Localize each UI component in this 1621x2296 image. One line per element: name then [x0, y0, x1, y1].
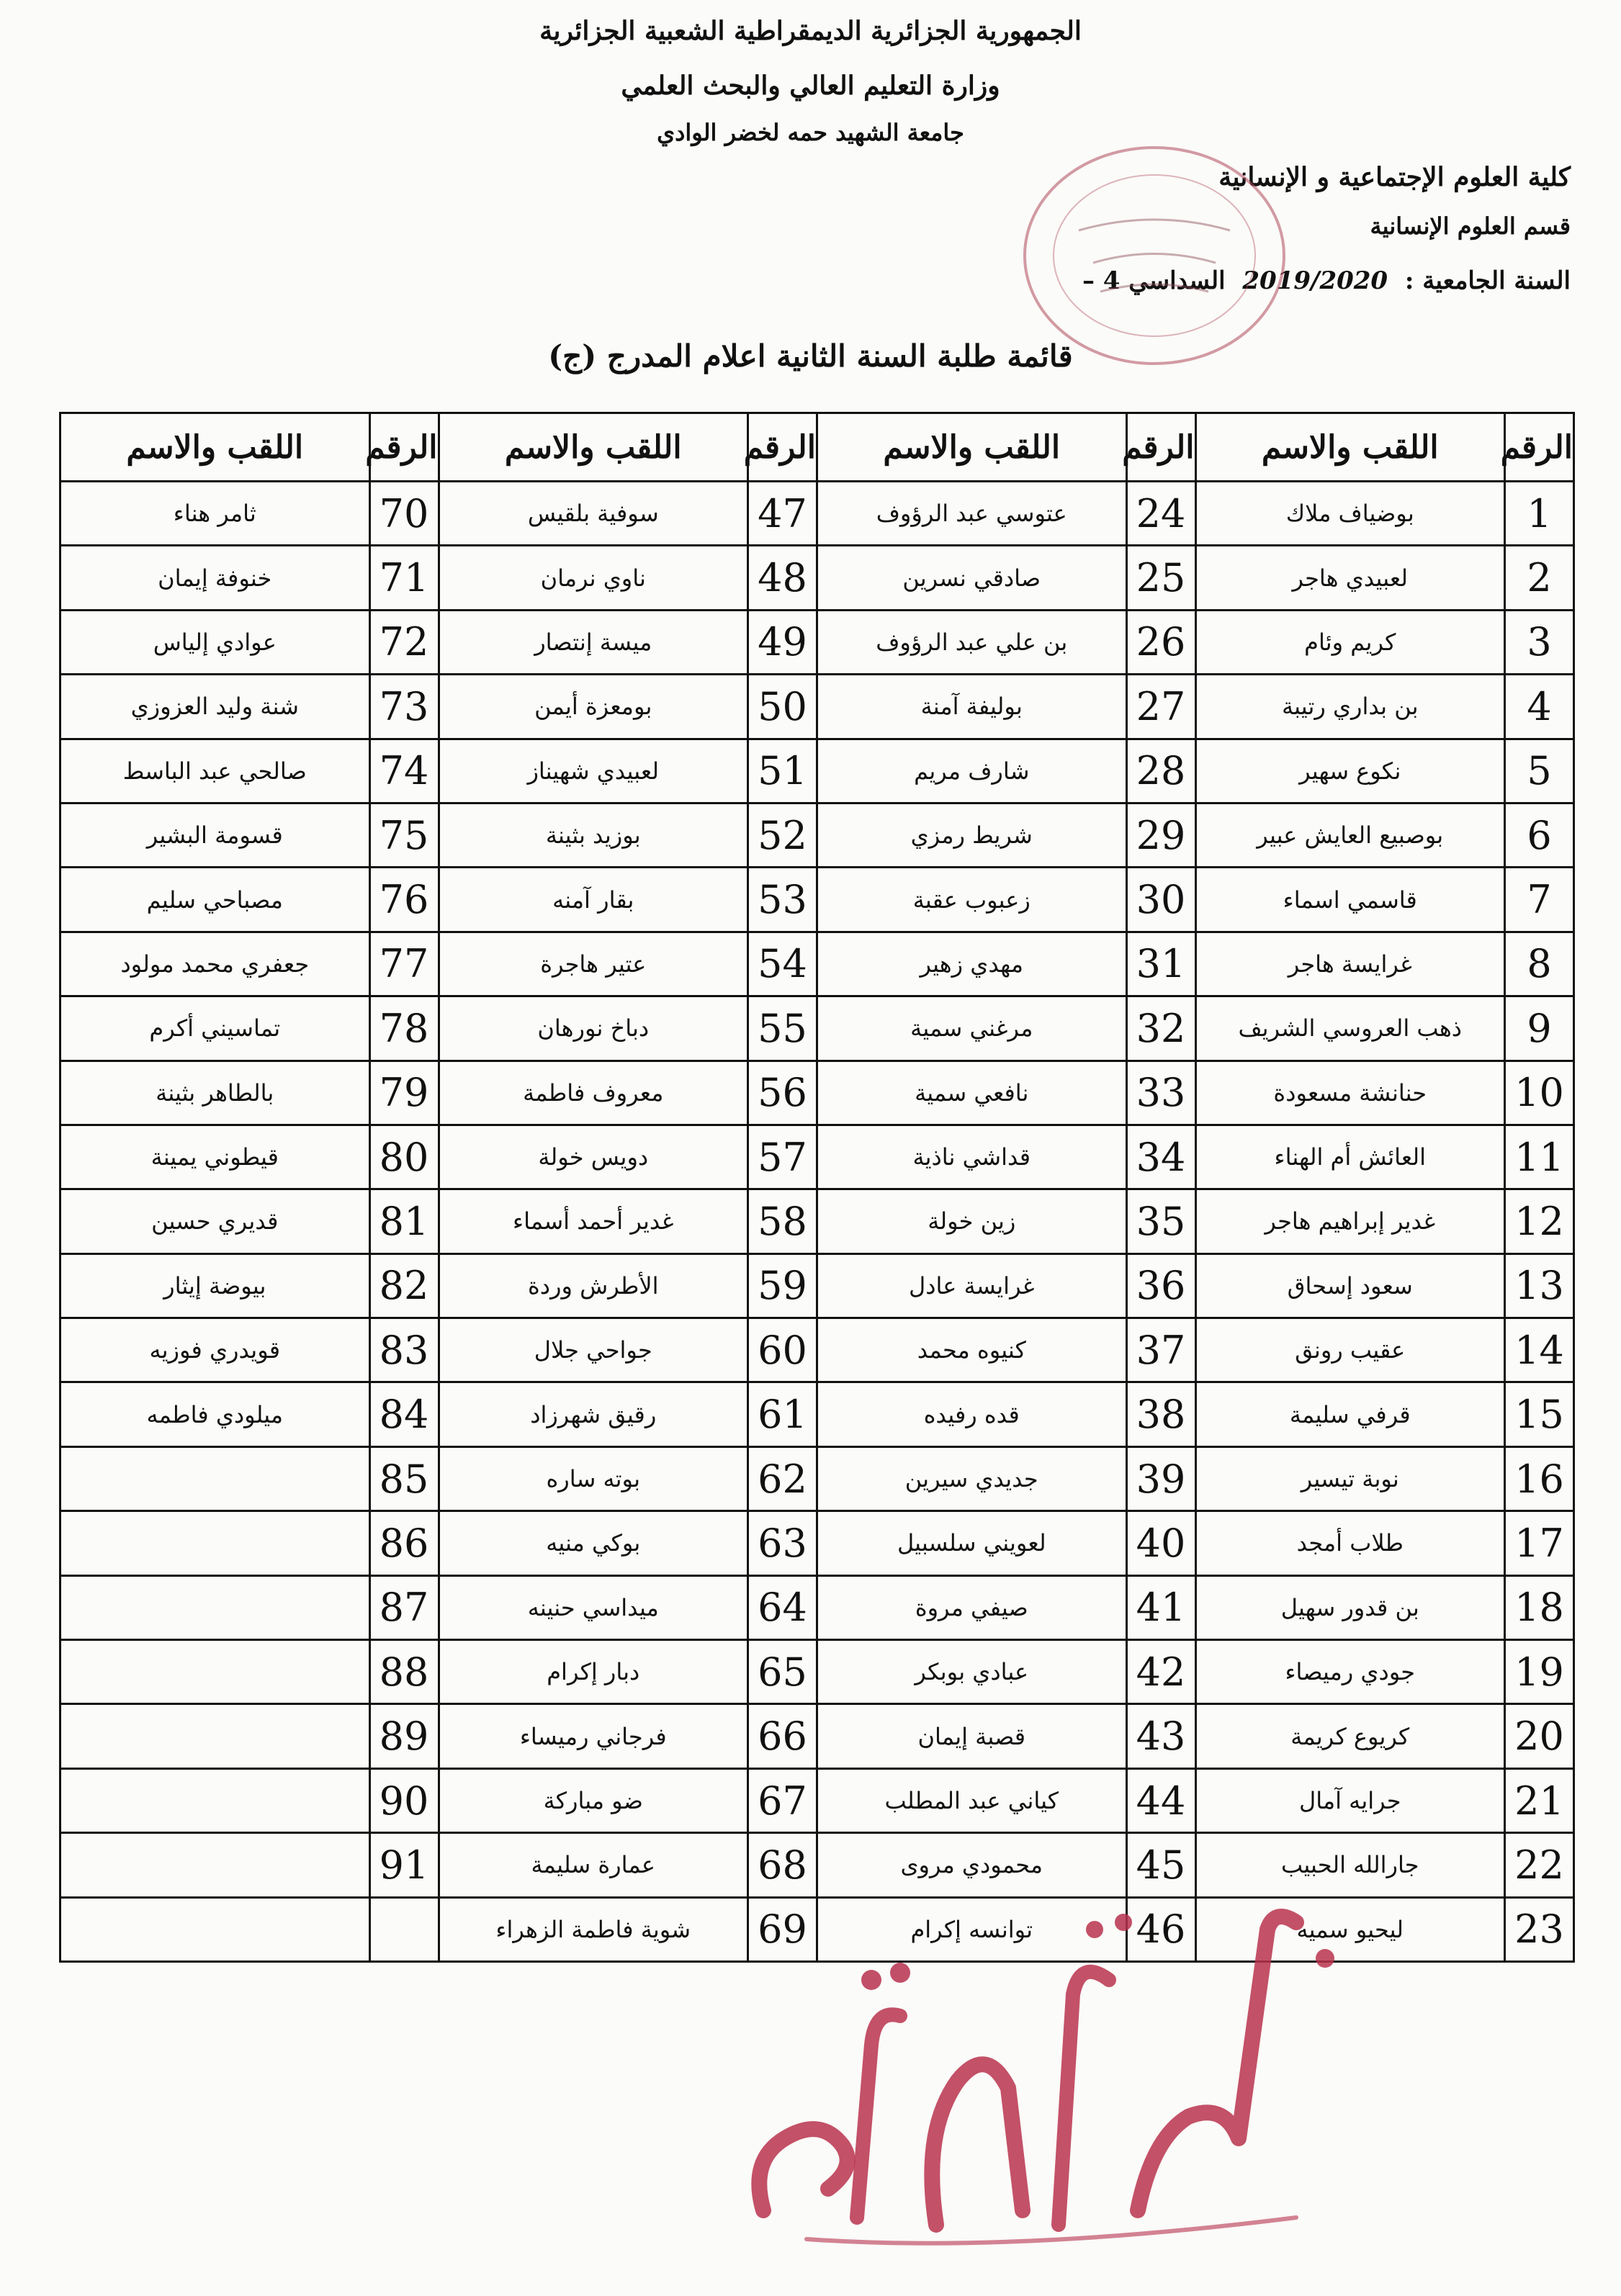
student-number: 64: [748, 1575, 817, 1639]
student-name: شنة وليد العزوزي: [60, 675, 370, 739]
student-name: عبادي بوبكر: [817, 1640, 1127, 1704]
student-name: دويس خولة: [439, 1125, 748, 1189]
student-number: 9: [1505, 996, 1574, 1061]
student-number: 10: [1505, 1061, 1574, 1125]
student-name: غرايسة هاجر: [1195, 932, 1505, 996]
student-number: 18: [1505, 1575, 1574, 1639]
table-row: [60, 1125, 1574, 1189]
student-name: بومعزة أيمن: [439, 675, 748, 739]
student-number: 37: [1126, 1318, 1195, 1382]
student-name: صالحي عبد الباسط: [60, 739, 370, 803]
student-number: 43: [1126, 1704, 1195, 1768]
student-number: 31: [1126, 932, 1195, 996]
student-name: الأطرش وردة: [439, 1253, 748, 1318]
student-name: كريوع كريمة: [1195, 1704, 1505, 1768]
student-name: [60, 1833, 370, 1897]
header-name: اللقب والاسم: [60, 413, 370, 482]
student-name: سوفية بلقيس: [439, 482, 748, 546]
student-name: معروف فاطمة: [439, 1061, 748, 1125]
list-title: قائمة طلبة السنة الثانية اعلام المدرج (ج): [548, 338, 1073, 374]
student-number: 69: [748, 1897, 817, 1961]
student-number: 49: [748, 610, 817, 674]
student-number: 76: [369, 868, 439, 932]
student-name: جواحي جلال: [439, 1318, 748, 1382]
student-number: 12: [1505, 1189, 1574, 1253]
table-row: [60, 1704, 1574, 1768]
header-number: الرقم: [748, 413, 817, 482]
student-name: شارف مريم: [817, 739, 1127, 803]
student-name: بن بداري رتيبة: [1195, 675, 1505, 739]
student-name: ليحيو سميه: [1195, 1897, 1505, 1961]
student-name: لعبيدي شهيناز: [439, 739, 748, 803]
student-number: 91: [369, 1833, 439, 1897]
student-name: حنانشة مسعودة: [1195, 1061, 1505, 1125]
student-number: 14: [1505, 1318, 1574, 1382]
student-number: 45: [1126, 1833, 1195, 1897]
student-name: سعود إسحاق: [1195, 1253, 1505, 1318]
student-number: 13: [1505, 1253, 1574, 1318]
student-name: زعبوب عقبة: [817, 868, 1127, 932]
student-name: بالطاهر بثينة: [60, 1061, 370, 1125]
student-number: 24: [1126, 482, 1195, 546]
student-name: تماسيني أكرم: [60, 996, 370, 1061]
table-row: [60, 1833, 1574, 1897]
student-number: 3: [1505, 610, 1574, 674]
student-number: 41: [1126, 1575, 1195, 1639]
student-name: جودي رميصاء: [1195, 1640, 1505, 1704]
student-number: 51: [748, 739, 817, 803]
student-number: 4: [1505, 675, 1574, 739]
student-name: كنيوه محمد: [817, 1318, 1127, 1382]
table-row: [60, 1382, 1574, 1446]
table-row: [60, 1511, 1574, 1575]
student-number: 83: [369, 1318, 439, 1382]
table-row: [60, 1768, 1574, 1832]
table-row: [60, 1640, 1574, 1704]
student-number: 54: [748, 932, 817, 996]
student-number: 29: [1126, 803, 1195, 867]
student-number: 79: [369, 1061, 439, 1125]
table-row: [60, 482, 1574, 546]
student-number: 78: [369, 996, 439, 1061]
student-name: نوبة تيسير: [1195, 1446, 1505, 1511]
student-number: 30: [1126, 868, 1195, 932]
student-number: 60: [748, 1318, 817, 1382]
student-number: 5: [1505, 739, 1574, 803]
student-number: 63: [748, 1511, 817, 1575]
student-number: 77: [369, 932, 439, 996]
student-number: 8: [1505, 932, 1574, 996]
student-number: 27: [1126, 675, 1195, 739]
student-name: فرجاني رميساء: [439, 1704, 748, 1768]
student-number: 50: [748, 675, 817, 739]
table-row: [60, 546, 1574, 610]
student-name: عوادي إلياس: [60, 610, 370, 674]
student-number: 81: [369, 1189, 439, 1253]
student-name: [60, 1511, 370, 1575]
student-number: [369, 1897, 439, 1961]
year-value: 2019/2020: [1242, 266, 1388, 295]
table-row: [60, 1446, 1574, 1511]
student-number: 66: [748, 1704, 817, 1768]
student-number: 19: [1505, 1640, 1574, 1704]
student-name: مهدي زهير: [817, 932, 1127, 996]
header-number: الرقم: [1126, 413, 1195, 482]
student-number: 67: [748, 1768, 817, 1832]
student-number: 75: [369, 803, 439, 867]
student-number: 17: [1505, 1511, 1574, 1575]
student-name: شوية فاطمة الزهراء: [439, 1897, 748, 1961]
student-name: طلاب أمجد: [1195, 1511, 1505, 1575]
student-name: جرايه آمال: [1195, 1768, 1505, 1832]
student-name: ثامر هناء: [60, 482, 370, 546]
student-name: نافعي سمية: [817, 1061, 1127, 1125]
student-name: بوضياف ملاك: [1195, 482, 1505, 546]
student-name: ضو مباركة: [439, 1768, 748, 1832]
student-name: [60, 1704, 370, 1768]
table-row: [60, 932, 1574, 996]
header-name: اللقب والاسم: [817, 413, 1127, 482]
student-name: شريط رمزي: [817, 803, 1127, 867]
student-name: جارالله الحبيب: [1195, 1833, 1505, 1897]
student-name: لعبيدي هاجر: [1195, 546, 1505, 610]
student-name: كياني عبد المطلب: [817, 1768, 1127, 1832]
faculty-name: كلية العلوم الإجتماعية و الإنسانية: [1218, 162, 1571, 192]
student-number: 87: [369, 1575, 439, 1639]
student-name: مصباحي سليم: [60, 868, 370, 932]
student-name: قداشي ناذية: [817, 1125, 1127, 1189]
student-name: لعويني سلسبيل: [817, 1511, 1127, 1575]
student-number: 62: [748, 1446, 817, 1511]
student-number: 61: [748, 1382, 817, 1446]
student-name: صيفي مروة: [817, 1575, 1127, 1639]
student-name: توانسه إكرام: [817, 1897, 1127, 1961]
ministry-heading: وزارة التعليم العالي والبحث العلمي: [621, 71, 1000, 101]
student-number: 40: [1126, 1511, 1195, 1575]
student-name: جديدي سيرين: [817, 1446, 1127, 1511]
student-number: 82: [369, 1253, 439, 1318]
student-number: 7: [1505, 868, 1574, 932]
table-row: [60, 868, 1574, 932]
student-number: 15: [1505, 1382, 1574, 1446]
student-name: عتير هاجرة: [439, 932, 748, 996]
student-number: 57: [748, 1125, 817, 1189]
student-number: 72: [369, 610, 439, 674]
student-number: 11: [1505, 1125, 1574, 1189]
student-number: 21: [1505, 1768, 1574, 1832]
student-name: بيوضة إيثار: [60, 1253, 370, 1318]
republic-heading: الجمهورية الجزائرية الديمقراطية الشعبية الجزائرية: [539, 16, 1082, 46]
student-name: بوته ساره: [439, 1446, 748, 1511]
table-row: [60, 610, 1574, 674]
student-name: ميلودي فاطمه: [60, 1382, 370, 1446]
student-number: 48: [748, 546, 817, 610]
student-name: قسومة البشير: [60, 803, 370, 867]
student-number: 1: [1505, 482, 1574, 546]
student-number: 56: [748, 1061, 817, 1125]
student-number: 71: [369, 546, 439, 610]
student-number: 86: [369, 1511, 439, 1575]
student-number: 26: [1126, 610, 1195, 674]
student-number: 74: [369, 739, 439, 803]
student-name: رقيق شهرزاد: [439, 1382, 748, 1446]
student-name: بوزيد بثينة: [439, 803, 748, 867]
student-number: 46: [1126, 1897, 1195, 1961]
student-name: عمارة سليمة: [439, 1833, 748, 1897]
student-name: صادقي نسرين: [817, 546, 1127, 610]
university-heading: جامعة الشهيد حمه لخضر الوادي: [657, 119, 964, 146]
student-name: نكوع سهير: [1195, 739, 1505, 803]
student-name: قديري حسين: [60, 1189, 370, 1253]
handwritten-signature: [720, 1901, 1383, 2261]
student-name: ميسة إنتصار: [439, 610, 748, 674]
student-name: ناوي نرمان: [439, 546, 748, 610]
student-name: قويدري فوزيه: [60, 1318, 370, 1382]
student-name: محمودي مروى: [817, 1833, 1127, 1897]
student-number: 22: [1505, 1833, 1574, 1897]
student-number: 33: [1126, 1061, 1195, 1125]
student-name: ميداسي حنينه: [439, 1575, 748, 1639]
student-name: بن قدور سهيل: [1195, 1575, 1505, 1639]
student-name: دبار إكرام: [439, 1640, 748, 1704]
student-number: 70: [369, 482, 439, 546]
semester-label: السداسي 4 –: [1082, 266, 1226, 295]
student-name: قده رفيده: [817, 1382, 1127, 1446]
student-name: دباخ نورهان: [439, 996, 748, 1061]
table-row: [60, 803, 1574, 867]
student-number: 88: [369, 1640, 439, 1704]
student-name: [60, 1446, 370, 1511]
student-name: [60, 1768, 370, 1832]
student-number: 35: [1126, 1189, 1195, 1253]
student-name: بن علي عبد الرؤوف: [817, 610, 1127, 674]
student-number: 28: [1126, 739, 1195, 803]
student-number: 23: [1505, 1897, 1574, 1961]
student-number: 85: [369, 1446, 439, 1511]
student-name: عقيب رونق: [1195, 1318, 1505, 1382]
student-number: 89: [369, 1704, 439, 1768]
student-name: العائش أم الهناء: [1195, 1125, 1505, 1189]
student-name: كريم وئام: [1195, 610, 1505, 674]
student-number: 42: [1126, 1640, 1195, 1704]
table-row: [60, 1575, 1574, 1639]
student-name: [60, 1897, 370, 1961]
student-name: غدير أحمد أسماء: [439, 1189, 748, 1253]
table-row: [60, 1061, 1574, 1125]
table-row: [60, 1318, 1574, 1382]
student-number: 90: [369, 1768, 439, 1832]
student-name: [60, 1575, 370, 1639]
header-number: الرقم: [369, 413, 439, 482]
student-number: 73: [369, 675, 439, 739]
student-name: قيطوني يمينة: [60, 1125, 370, 1189]
table-row: [60, 739, 1574, 803]
student-number: 55: [748, 996, 817, 1061]
table-row: [60, 675, 1574, 739]
student-number: 32: [1126, 996, 1195, 1061]
student-name: غرايسة عادل: [817, 1253, 1127, 1318]
student-number: 65: [748, 1640, 817, 1704]
student-name: بوصبيع العايش عبير: [1195, 803, 1505, 867]
student-number: 44: [1126, 1768, 1195, 1832]
student-number: 16: [1505, 1446, 1574, 1511]
student-name: قاسمي اسماء: [1195, 868, 1505, 932]
table-row: [60, 996, 1574, 1061]
student-number: 39: [1126, 1446, 1195, 1511]
student-name: قرفي سليمة: [1195, 1382, 1505, 1446]
table-header-row: [60, 413, 1574, 482]
table-row: [60, 1253, 1574, 1318]
department-name: قسم العلوم الإنسانية: [1370, 212, 1571, 240]
student-number: 47: [748, 482, 817, 546]
student-number: 59: [748, 1253, 817, 1318]
student-number: 68: [748, 1833, 817, 1897]
student-number: 58: [748, 1189, 817, 1253]
student-number: 52: [748, 803, 817, 867]
student-number: 36: [1126, 1253, 1195, 1318]
student-number: 20: [1505, 1704, 1574, 1768]
year-label: السنة الجامعية :: [1404, 266, 1571, 295]
header-name: اللقب والاسم: [439, 413, 748, 482]
student-number: 53: [748, 868, 817, 932]
student-name: بوليفة آمنة: [817, 675, 1127, 739]
student-name: غدير إبراهيم هاجر: [1195, 1189, 1505, 1253]
student-name: قصبة إيمان: [817, 1704, 1127, 1768]
header-name: اللقب والاسم: [1195, 413, 1505, 482]
student-number: 84: [369, 1382, 439, 1446]
table-row: [60, 1189, 1574, 1253]
student-number: 80: [369, 1125, 439, 1189]
student-name: عتوسي عبد الرؤوف: [817, 482, 1127, 546]
student-name: مرغني سمية: [817, 996, 1127, 1061]
student-name: زين خولة: [817, 1189, 1127, 1253]
student-name: ذهب العروسي الشريف: [1195, 996, 1505, 1061]
student-number: 6: [1505, 803, 1574, 867]
student-number: 25: [1126, 546, 1195, 610]
student-number: 34: [1126, 1125, 1195, 1189]
student-name: خنوفة إيمان: [60, 546, 370, 610]
student-number: 38: [1126, 1382, 1195, 1446]
student-name: جعفري محمد مولود: [60, 932, 370, 996]
header-number: الرقم: [1505, 413, 1574, 482]
student-number: 2: [1505, 546, 1574, 610]
student-roster-table: [59, 412, 1575, 1963]
student-name: بقار آمنه: [439, 868, 748, 932]
student-name: [60, 1640, 370, 1704]
student-name: بوكي منيه: [439, 1511, 748, 1575]
